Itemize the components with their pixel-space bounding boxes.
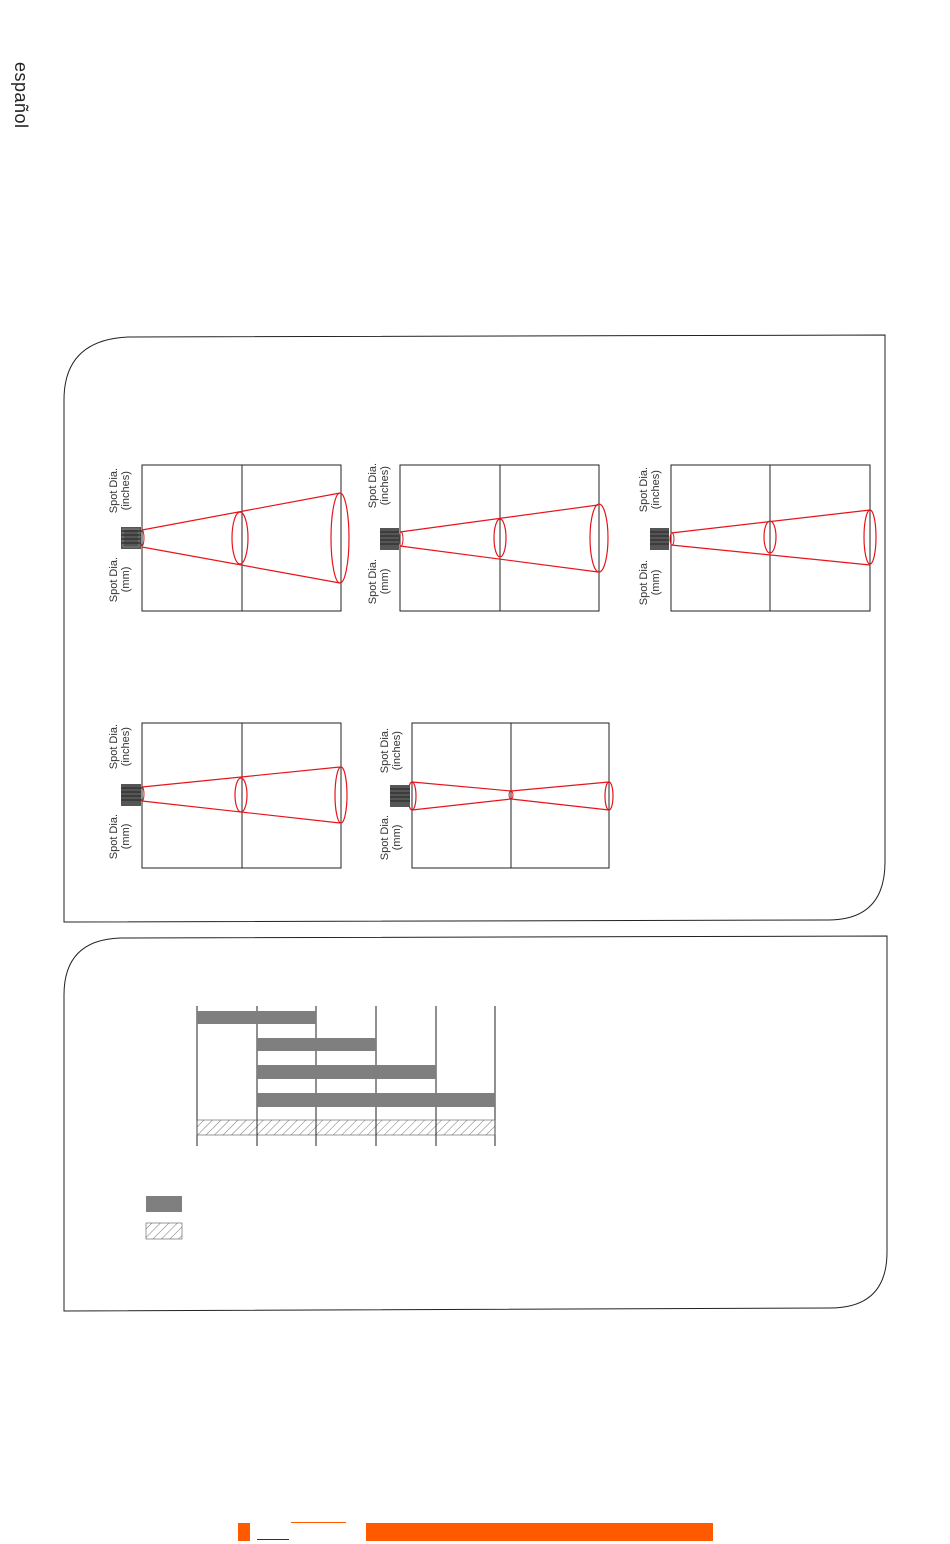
spot-label-inches-text: Spot Dia. (inches) <box>379 728 403 774</box>
spot-diagram-2 <box>380 465 608 611</box>
spot-label-inches-text: Spot Dia. (inches) <box>367 463 391 509</box>
range-bar-2 <box>257 1038 376 1051</box>
spot-label-inches-text: Spot Dia. (inches) <box>108 724 132 770</box>
range-bar-4 <box>257 1093 495 1107</box>
spot-label-mm-5 <box>379 815 403 860</box>
footer-accent-square <box>238 1523 250 1541</box>
spot-label-inches-4 <box>108 724 132 769</box>
spot-label-mm-1 <box>108 557 132 602</box>
spot-label-mm-4 <box>108 814 132 859</box>
legend-solid-swatch <box>146 1196 182 1212</box>
sensor-icon <box>380 528 399 550</box>
spot-label-inches-1 <box>108 468 132 513</box>
spot-label-mm-text: Spot Dia. (mm) <box>638 560 662 606</box>
spot-label-inches-text: Spot Dia. (inches) <box>638 467 662 513</box>
footer-dark-line <box>257 1539 289 1540</box>
sensor-icon <box>390 785 410 807</box>
spot-diagram-4 <box>121 723 347 868</box>
spot-label-mm-text: Spot Dia. (mm) <box>379 815 403 861</box>
language-tab: español <box>11 62 31 129</box>
spot-label-mm-2 <box>367 559 391 604</box>
spot-label-inches-text: Spot Dia. (inches) <box>108 468 132 514</box>
sensor-icon <box>121 527 141 549</box>
footer-accent-line <box>291 1522 346 1523</box>
spot-label-inches-2 <box>367 463 391 508</box>
range-bar-3 <box>257 1065 436 1079</box>
spot-label-mm-text: Spot Dia. (mm) <box>108 814 132 860</box>
spot-diagram-3 <box>650 465 876 611</box>
legend-hatched-swatch <box>146 1223 182 1239</box>
sensor-icon <box>650 528 669 550</box>
footer-accent-bar <box>366 1523 713 1541</box>
range-bar-1 <box>197 1011 316 1024</box>
spot-label-inches-3 <box>638 467 662 512</box>
spot-diagram-1 <box>121 465 349 611</box>
spot-label-mm-3 <box>638 560 662 605</box>
spot-panel-frame <box>64 335 885 922</box>
spot-diagram-5 <box>390 723 613 868</box>
spot-label-mm-text: Spot Dia. (mm) <box>108 557 132 603</box>
spot-label-mm-text: Spot Dia. (mm) <box>367 559 391 605</box>
spot-label-inches-5 <box>379 728 403 773</box>
range-bar-hatched <box>197 1120 495 1135</box>
range-chart <box>146 1006 495 1239</box>
sensor-icon <box>121 784 141 806</box>
